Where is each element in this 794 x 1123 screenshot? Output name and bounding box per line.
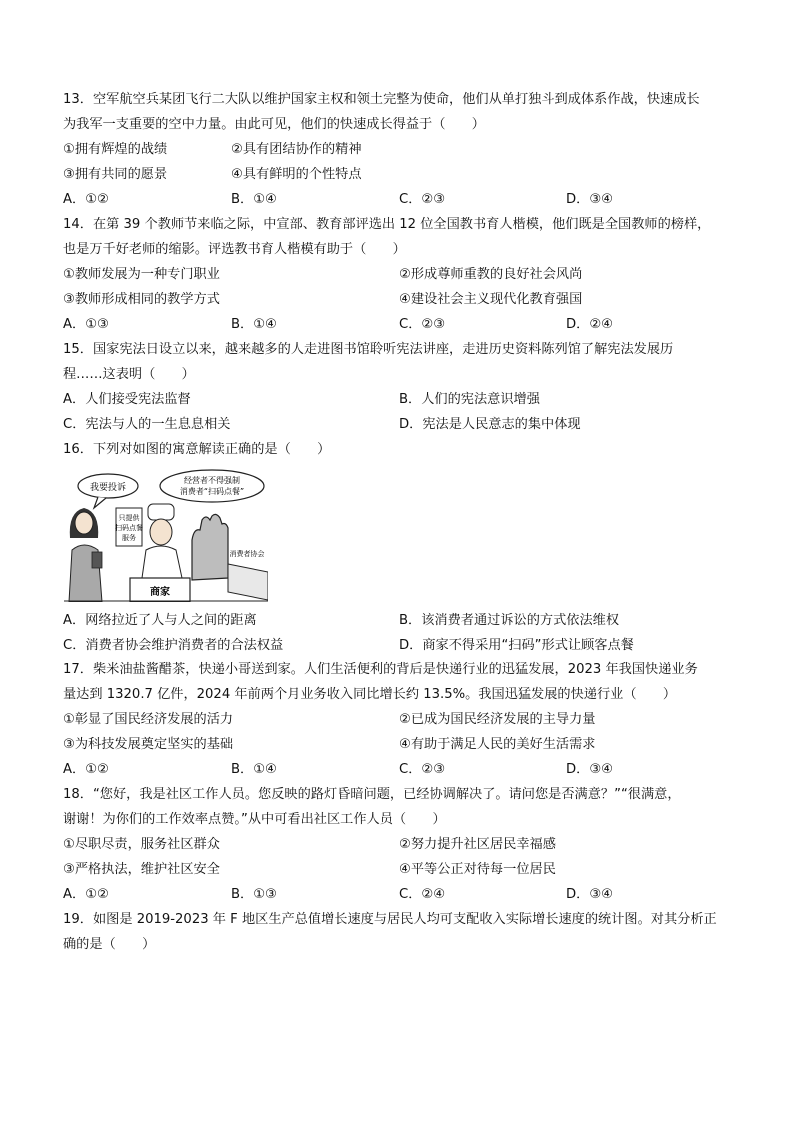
q15-choice-c[interactable]: C．宪法与人的一生息息相关 bbox=[63, 417, 231, 432]
q13-choice-d[interactable]: D．③④ bbox=[566, 192, 613, 207]
q16-cartoon-image bbox=[64, 468, 268, 602]
q17-choice-c[interactable]: C．②③ bbox=[399, 762, 446, 777]
q13-item-1: ①拥有辉煌的战绩 bbox=[63, 142, 168, 157]
q13-item-3: ③拥有共同的愿景 bbox=[63, 167, 168, 182]
q17-choice-a[interactable]: A．①② bbox=[63, 762, 109, 777]
q16-choice-d[interactable]: D．商家不得采用“扫码”形式让顾客点餐 bbox=[399, 638, 634, 653]
q19-stem-line-1: 19．如图是 2019-2023 年 F 地区生产总值增长速度与居民人均可支配收入实际增长速度的统计图。对其分析正 bbox=[63, 912, 717, 927]
q18-item-2: ②努力提升社区居民幸福感 bbox=[399, 837, 556, 852]
q15-stem-line-1: 15．国家宪法日设立以来，越来越多的人走进图书馆聆听宪法讲座，走进历史资料陈列馆了解宪法发展历 bbox=[63, 342, 674, 357]
q18-choice-d[interactable]: D．③④ bbox=[566, 887, 613, 902]
q18-choice-b[interactable]: B．①③ bbox=[231, 887, 277, 902]
q14-choice-c[interactable]: C．②③ bbox=[399, 317, 446, 332]
q13-choice-b[interactable]: B．①④ bbox=[231, 192, 277, 207]
notice-bubble-line-1: 经营者不得强制 bbox=[184, 476, 240, 485]
q14-choice-b[interactable]: B．①④ bbox=[231, 317, 277, 332]
q17-stem-line-2: 量达到 1320.7 亿件，2024 年前两个月业务收入同比增长约 13.5%。我国迅猛发展的快递行业（ ） bbox=[63, 687, 677, 702]
q16-choice-b[interactable]: B．该消费者通过诉讼的方式依法维权 bbox=[399, 613, 620, 628]
q18-item-3: ③严格执法，维护社区安全 bbox=[63, 862, 220, 877]
q17-item-4: ④有助于满足人民的美好生活需求 bbox=[399, 737, 596, 752]
q18-choice-c[interactable]: C．②④ bbox=[399, 887, 446, 902]
consumer-bubble-text: 我要投诉 bbox=[89, 483, 127, 493]
q15-choice-a[interactable]: A．人们接受宪法监督 bbox=[63, 392, 191, 407]
q17-item-3: ③为科技发展奠定坚实的基础 bbox=[63, 737, 234, 752]
q17-choice-d[interactable]: D．③④ bbox=[566, 762, 613, 777]
q14-item-1: ①教师发展为一种专门职业 bbox=[63, 267, 220, 282]
q14-choice-a[interactable]: A．①③ bbox=[63, 317, 109, 332]
q16-stem: 16．下列对如图的寓意解读正确的是（ ） bbox=[63, 442, 331, 457]
q17-item-2: ②已成为国民经济发展的主导力量 bbox=[399, 712, 596, 727]
q16-choice-a[interactable]: A．网络拉近了人与人之间的距离 bbox=[63, 613, 257, 628]
notice-speech-bubble bbox=[160, 470, 264, 502]
q13-choice-a[interactable]: A．①② bbox=[63, 192, 109, 207]
q13-item-4: ④具有鲜明的个性特点 bbox=[231, 167, 362, 182]
sign-line-2: 扫码点餐 bbox=[115, 524, 143, 532]
q18-choice-a[interactable]: A．①② bbox=[63, 887, 109, 902]
q13-stem-line-1: 13．空军航空兵某团飞行二大队以维护国家主权和领土完整为使命，他们从单打独斗到成体系作战，快速成长 bbox=[63, 92, 700, 107]
q18-stem-line-1: 18．“您好，我是社区工作人员。您反映的路灯昏暗问题，已经协调解决了。请问您是否满意？”“很满意， bbox=[63, 787, 681, 802]
q17-stem-line-1: 17．柴米油盐酱醋茶，快递小哥送到家。人们生活便利的背后是快递行业的迅猛发展，2023 年我国快递业务 bbox=[63, 662, 698, 677]
q15-choice-b[interactable]: B．人们的宪法意识增强 bbox=[399, 392, 540, 407]
q13-choice-c[interactable]: C．②③ bbox=[399, 192, 446, 207]
q19-stem-line-2: 确的是（ ） bbox=[63, 937, 156, 952]
sign-line-1: 只提供 bbox=[118, 514, 140, 522]
q17-item-1: ①彰显了国民经济发展的活力 bbox=[63, 712, 234, 727]
q18-item-4: ④平等公正对待每一位居民 bbox=[399, 862, 556, 877]
q14-item-4: ④建设社会主义现代化教育强国 bbox=[399, 292, 583, 307]
q18-stem-line-2: 谢谢！为你们的工作效率点赞。”从中可看出社区工作人员（ ） bbox=[63, 812, 446, 827]
notice-bubble-line-2: 消费者“扫码点餐” bbox=[179, 487, 245, 496]
q13-stem-line-2: 为我军一支重要的空中力量。由此可见，他们的快速成长得益于（ ） bbox=[63, 117, 485, 132]
q18-item-1: ①尽职尽责，服务社区群众 bbox=[63, 837, 220, 852]
q14-stem-line-2: 也是万千好老师的缩影。评选教书育人楷模有助于（ ） bbox=[63, 242, 406, 257]
q13-item-2: ②具有团结协作的精神 bbox=[231, 142, 362, 157]
q14-item-2: ②形成尊师重教的良好社会风尚 bbox=[399, 267, 583, 282]
counter-label: 商家 bbox=[150, 587, 170, 598]
q14-stem-line-1: 14．在第 39 个教师节来临之际，中宣部、教育部评选出 12 位全国教书育人楷模，他们既是全国教师的榜样， bbox=[63, 217, 711, 232]
q17-choice-b[interactable]: B．①④ bbox=[231, 762, 277, 777]
q15-choice-d[interactable]: D．宪法是人民意志的集中体现 bbox=[399, 417, 581, 432]
q14-item-3: ③教师形成相同的教学方式 bbox=[63, 292, 220, 307]
association-label: 消费者协会 bbox=[229, 550, 265, 558]
sign-line-3: 服务 bbox=[122, 534, 136, 542]
q16-choice-c[interactable]: C．消费者协会维护消费者的合法权益 bbox=[63, 638, 284, 653]
consumer-figure bbox=[69, 508, 102, 602]
q15-stem-line-2: 程……这表明（ ） bbox=[63, 367, 195, 382]
q14-choice-d[interactable]: D．②④ bbox=[566, 317, 613, 332]
